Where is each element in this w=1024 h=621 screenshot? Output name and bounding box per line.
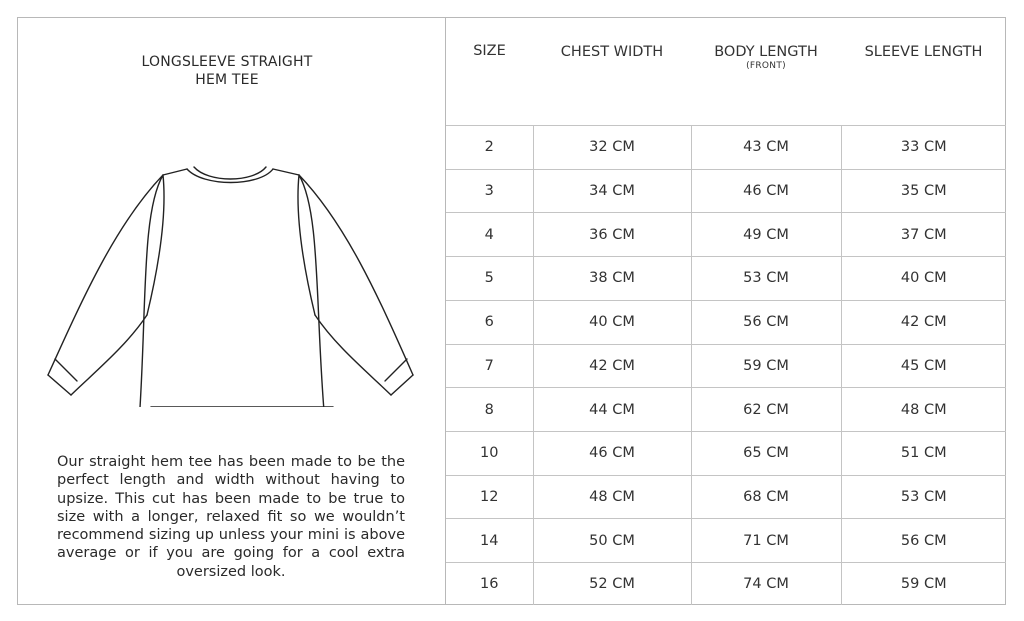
cell-sleeve: 51 CM xyxy=(841,431,1006,475)
cell-body: 49 CM xyxy=(691,213,841,257)
cell-chest: 48 CM xyxy=(533,475,691,519)
cell-sleeve: 48 CM xyxy=(841,388,1006,432)
cell-body: 65 CM xyxy=(691,431,841,475)
product-title-line-2: HEM TEE xyxy=(195,72,259,88)
table-row xyxy=(446,257,1006,301)
cell-size: 4 xyxy=(446,213,533,257)
table-row xyxy=(446,563,1006,605)
header-body-length-label: BODY LENGTH xyxy=(714,44,818,60)
cell-sleeve: 35 CM xyxy=(841,169,1006,213)
cell-size: 7 xyxy=(446,344,533,388)
cell-chest: 46 CM xyxy=(533,431,691,475)
table-header-row xyxy=(446,17,1006,126)
cell-chest: 36 CM xyxy=(533,213,691,257)
table-row xyxy=(446,431,1006,475)
header-body-length-sub: (FRONT) xyxy=(746,61,786,71)
longsleeve-tee-illustration xyxy=(43,145,419,407)
cell-body: 71 CM xyxy=(691,519,841,563)
cell-sleeve: 56 CM xyxy=(841,519,1006,563)
table-row xyxy=(446,475,1006,519)
cell-size: 2 xyxy=(446,126,533,170)
cell-size: 6 xyxy=(446,300,533,344)
cell-sleeve: 42 CM xyxy=(841,300,1006,344)
cell-body: 53 CM xyxy=(691,257,841,301)
product-panel xyxy=(17,17,445,605)
cell-body: 56 CM xyxy=(691,300,841,344)
table-row xyxy=(446,213,1006,257)
cell-chest: 50 CM xyxy=(533,519,691,563)
cell-chest: 40 CM xyxy=(533,300,691,344)
cell-sleeve: 37 CM xyxy=(841,213,1006,257)
cell-chest: 32 CM xyxy=(533,126,691,170)
table-row xyxy=(446,169,1006,213)
table-row xyxy=(446,388,1006,432)
product-title xyxy=(17,53,437,89)
cell-sleeve: 53 CM xyxy=(841,475,1006,519)
cell-body: 74 CM xyxy=(691,563,841,605)
cell-sleeve: 45 CM xyxy=(841,344,1006,388)
cell-body: 68 CM xyxy=(691,475,841,519)
cell-chest: 52 CM xyxy=(533,563,691,605)
cell-chest: 42 CM xyxy=(533,344,691,388)
cell-chest: 34 CM xyxy=(533,169,691,213)
header-body-length xyxy=(691,17,841,126)
cell-chest: 44 CM xyxy=(533,388,691,432)
cell-size: 3 xyxy=(446,169,533,213)
cell-size: 14 xyxy=(446,519,533,563)
table-row xyxy=(446,300,1006,344)
cell-body: 43 CM xyxy=(691,126,841,170)
size-table xyxy=(446,17,1006,605)
cell-sleeve: 33 CM xyxy=(841,126,1006,170)
size-chart xyxy=(446,17,1006,605)
cell-sleeve: 59 CM xyxy=(841,563,1006,605)
cell-sleeve: 40 CM xyxy=(841,257,1006,301)
cell-size: 5 xyxy=(446,257,533,301)
cell-body: 59 CM xyxy=(691,344,841,388)
cell-size: 8 xyxy=(446,388,533,432)
header-chest-width: CHEST WIDTH xyxy=(560,44,664,60)
cell-size: 16 xyxy=(446,563,533,605)
product-description: Our straight hem tee has been made to be the perfect length and width without having to upsize. This cut has been made to be true to size with a longer, relaxed fit so we wouldn’t recommend sizing up unless your mini is above average or if you are going for a cool extra oversized look. xyxy=(57,454,405,580)
cell-size: 12 xyxy=(446,475,533,519)
cell-body: 62 CM xyxy=(691,388,841,432)
table-row xyxy=(446,519,1006,563)
cell-size: 10 xyxy=(446,431,533,475)
cell-chest: 38 CM xyxy=(533,257,691,301)
product-title-line-1: LONGSLEEVE STRAIGHT xyxy=(141,54,313,70)
header-size: SIZE xyxy=(473,43,506,59)
table-row xyxy=(446,344,1006,388)
table-row xyxy=(446,126,1006,170)
header-sleeve-length: SLEEVE LENGTH xyxy=(864,44,983,60)
cell-body: 46 CM xyxy=(691,169,841,213)
